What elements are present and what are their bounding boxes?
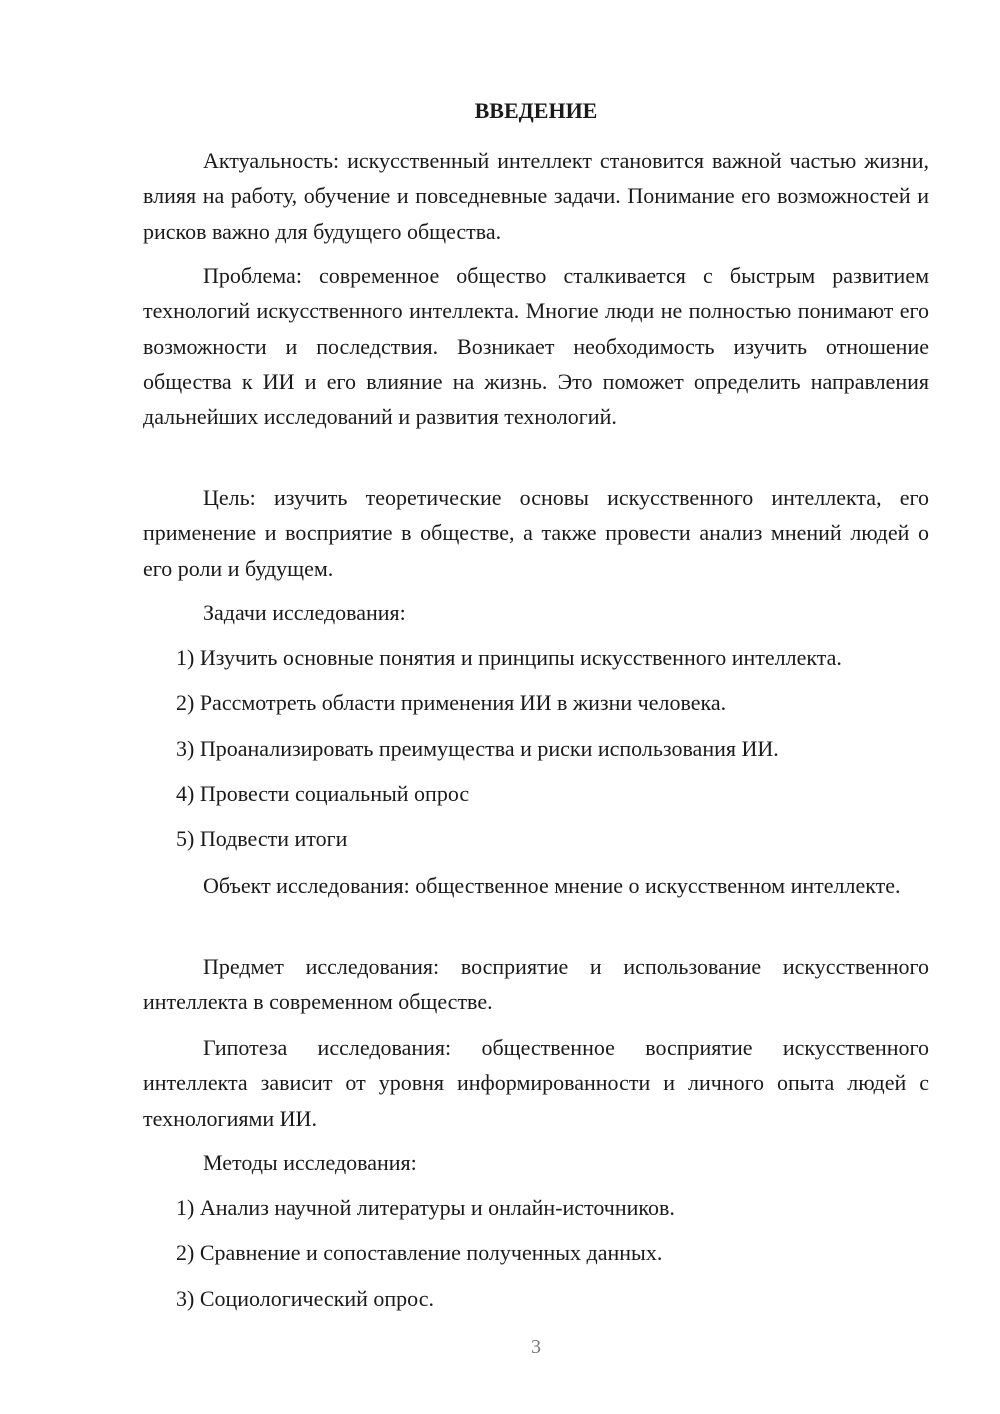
method-item-2: 2) Сравнение и сопоставление полученных данных. bbox=[176, 1240, 663, 1265]
object-paragraph: Объект исследования: общественное мнение о искусственном интеллекте. bbox=[203, 873, 901, 898]
relevance-paragraph: Актуальность: искусственный интеллект становится важной частью жизни, влияя на работу, обучение и повседневные задачи. Понимание его возможностей и рисков важно для будущего общества. bbox=[143, 148, 929, 244]
task-item-5: 5) Подвести итоги bbox=[176, 826, 348, 851]
page-title: ВВЕДЕНИЕ bbox=[474, 98, 598, 123]
task-item-3: 3) Проанализировать преимущества и риски использования ИИ. bbox=[176, 736, 779, 761]
method-item-1: 1) Анализ научной литературы и онлайн-источников. bbox=[176, 1195, 675, 1220]
problem-paragraph: Проблема: современное общество сталкивается с быстрым развитием технологий искусственного интеллекта. Многие люди не полностью понимают его возможности и последствия. Возникает необходимость изучить отношение общества к ИИ и его влияние на жизнь. Это поможет определить направления дальнейших исследований и развития технологий. bbox=[143, 263, 929, 430]
task-item-2: 2) Рассмотреть области применения ИИ в жизни человека. bbox=[176, 690, 727, 715]
goal-paragraph: Цель: изучить теоретические основы искусственного интеллекта, его применение и восприятие в обществе, а также провести анализ мнений людей о его роли и будущем. bbox=[143, 485, 929, 581]
task-item-4: 4) Провести социальный опрос bbox=[176, 781, 470, 806]
methods-heading: Методы исследования: bbox=[203, 1150, 417, 1175]
task-item-1: 1) Изучить основные понятия и принципы искусственного интеллекта. bbox=[176, 645, 842, 670]
method-item-3: 3) Социологический опрос. bbox=[176, 1286, 434, 1311]
hypothesis-paragraph: Гипотеза исследования: общественное восприятие искусственного интеллекта зависит от уровня информированности и личного опыта людей с технологиями ИИ. bbox=[143, 1035, 929, 1131]
tasks-heading: Задачи исследования: bbox=[203, 600, 406, 625]
subject-paragraph: Предмет исследования: восприятие и использование искусственного интеллекта в современном обществе. bbox=[143, 954, 929, 1015]
page-number: 3 bbox=[531, 1336, 541, 1358]
